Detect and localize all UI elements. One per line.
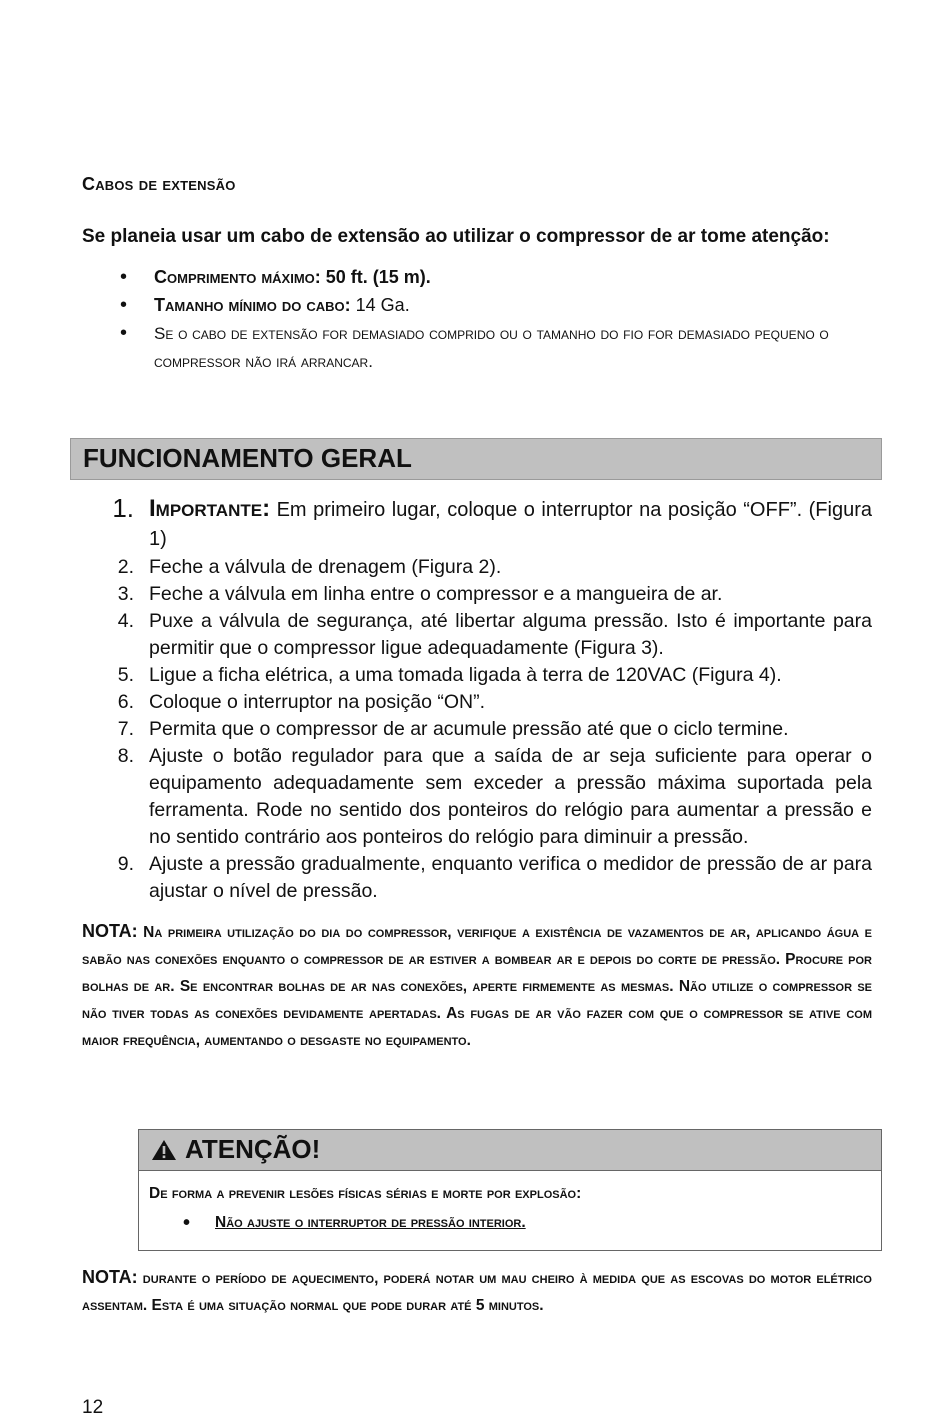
warning-triangle-icon: [151, 1139, 177, 1166]
step-item: [82, 716, 872, 743]
list-item: [82, 263, 872, 291]
step-text: Permita que o compressor de ar acumule pressão até que o ciclo termine.: [149, 718, 789, 740]
step-text: Puxe a válvula de segurança, até libertar alguma pressão. Isto é importante para permitir que o compressor ligue adequadamente (Figura 3).: [149, 610, 872, 659]
max-length-label: Comprimento máximo:: [154, 267, 321, 287]
bullet-icon: •: [120, 294, 128, 316]
step-text: Feche a válvula em linha entre o compressor e a mangueira de ar.: [149, 583, 723, 605]
min-gauge-label: Tamanho mínimo do cabo:: [154, 295, 351, 315]
section-header-bar: [70, 438, 882, 480]
warning-box: [138, 1129, 882, 1251]
step-item: [82, 662, 872, 689]
warning-item-text: Não ajuste o interruptor de pressão interior.: [215, 1214, 526, 1231]
note-warmup: [82, 1264, 872, 1319]
step-number: 8.: [117, 745, 134, 767]
step-text: Ligue a ficha elétrica, a uma tomada ligada à terra de 120VAC (Figura 4).: [149, 664, 782, 686]
step-text: Ajuste o botão regulador para que a saída de ar seja suficiente para operar o equipamento adequadamente sem exceder a pressão máxima suportada pela ferramenta. Rode no sentido dos ponteiros do relógio para aumentar a pressão e no sentido contrário aos ponteiros do relógio para diminuir a pressão.: [149, 745, 872, 848]
note-text: durante o período de aquecimento, poderá notar um mau cheiro à medida que as escovas do motor elétrico assentam. Esta é uma situação normal que pode durar até 5 minutos.: [82, 1270, 872, 1314]
step-number: 1.: [112, 493, 134, 523]
step-number: 6.: [117, 691, 134, 713]
step-item: [82, 494, 872, 554]
step-item: [82, 608, 872, 662]
warning-title: ATENÇÃO!: [185, 1134, 321, 1164]
step-number: 7.: [117, 718, 134, 740]
step-item: [82, 554, 872, 581]
note-text: Na primeira utilização do dia do compressor, verifique a existência de vazamentos de ar, aplicando água e sabão nas conexões enquanto o compressor de ar estiver a bombear ar e depois do corte de pressão. Procure por bolhas de ar. Se encontrar bolhas de ar nas conexões, aperte firmemente as mesmas. Não utilize o compressor se não tiver todas as conexões devidamente apertadas. As fugas de ar vão fazer com que o compressor se ative com maior frequência, aumentando o desgaste no equipamento.: [82, 924, 872, 1049]
step-text: Feche a válvula de drenagem (Figura 2).: [149, 556, 502, 578]
step-number: 4.: [117, 610, 134, 632]
page-number: 12: [82, 1397, 104, 1418]
section-title: FUNCIONAMENTO GERAL: [83, 443, 412, 473]
note-leak-check: [82, 918, 872, 1054]
step-number: 5.: [117, 664, 134, 686]
warning-header: [139, 1130, 881, 1171]
list-item: [82, 291, 872, 319]
max-length-value: 50 ft. (15 m).: [320, 267, 431, 287]
step-item: [82, 581, 872, 608]
step-text: Coloque o interruptor na posição “ON”.: [149, 691, 486, 713]
note-label: NOTA:: [82, 921, 138, 941]
bullet-icon: •: [120, 266, 128, 288]
step-number: 3.: [117, 583, 134, 605]
step-text: Em primeiro lugar, coloque o interruptor na posição “OFF”. (Figura 1): [149, 499, 872, 550]
min-gauge-value: 14 Ga.: [350, 295, 410, 315]
bullet-icon: •: [183, 1212, 191, 1234]
warning-list-item: [183, 1214, 526, 1232]
important-label: Importante:: [149, 495, 271, 522]
extension-heading: Cabos de extensão: [82, 174, 236, 194]
extension-list: [82, 263, 872, 375]
bullet-icon: •: [120, 322, 128, 344]
extension-warning-text: Se o cabo de extensão for demasiado comprido ou o tamanho do fio for demasiado pequeno o compressor não irá arrancar.: [154, 324, 829, 371]
step-text: Ajuste a pressão gradualmente, enquanto verifica o medidor de pressão de ar para ajustar o nível de pressão.: [149, 853, 872, 902]
extension-intro: Se planeia usar um cabo de extensão ao utilizar o compressor de ar tome atenção:: [82, 226, 830, 247]
step-number: 2.: [117, 556, 134, 578]
list-item: [82, 319, 872, 375]
step-number: 9.: [117, 853, 134, 875]
steps-list: [82, 494, 872, 905]
warning-text: De forma a prevenir lesões físicas sérias e morte por explosão:: [149, 1185, 582, 1202]
step-item: [82, 689, 872, 716]
step-item: [82, 851, 872, 905]
note-label: NOTA:: [82, 1267, 138, 1287]
step-item: [82, 743, 872, 851]
